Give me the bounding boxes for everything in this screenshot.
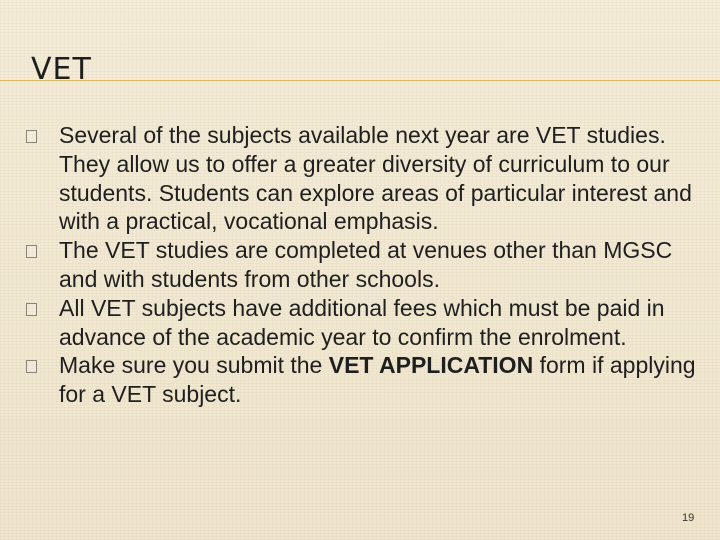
list-item: [26, 351, 710, 409]
bullet-list: [26, 121, 710, 409]
bullet-text: Several of the subjects available next year are VET studies. They allow us to offer a greater diversity of curriculum to our students. Students can explore areas of particular interest and with a practical, vocational emphasis.: [59, 122, 692, 235]
page-number: 19: [682, 512, 695, 524]
bullet-text-end: form if applying for a VET subject.: [59, 352, 696, 408]
slide-title: VET: [31, 52, 92, 87]
list-item: [26, 236, 710, 294]
hollow-square-bullet-icon: [26, 360, 37, 373]
hollow-square-bullet-icon: [26, 303, 37, 316]
bullet-text-emphasis: VET APPLICATION: [328, 352, 534, 379]
hollow-square-bullet-icon: [26, 245, 37, 258]
list-item: [26, 121, 710, 236]
bullet-text-start: Make sure you submit the: [59, 352, 329, 379]
hollow-square-bullet-icon: [26, 130, 37, 143]
bullet-text: All VET subjects have additional fees which must be paid in advance of the academic year to confirm the enrolment.: [59, 294, 665, 350]
title-underline: [0, 80, 720, 81]
list-item: [26, 294, 710, 352]
bullet-text: The VET studies are completed at venues other than MGSC and with students from other schools.: [59, 237, 673, 292]
